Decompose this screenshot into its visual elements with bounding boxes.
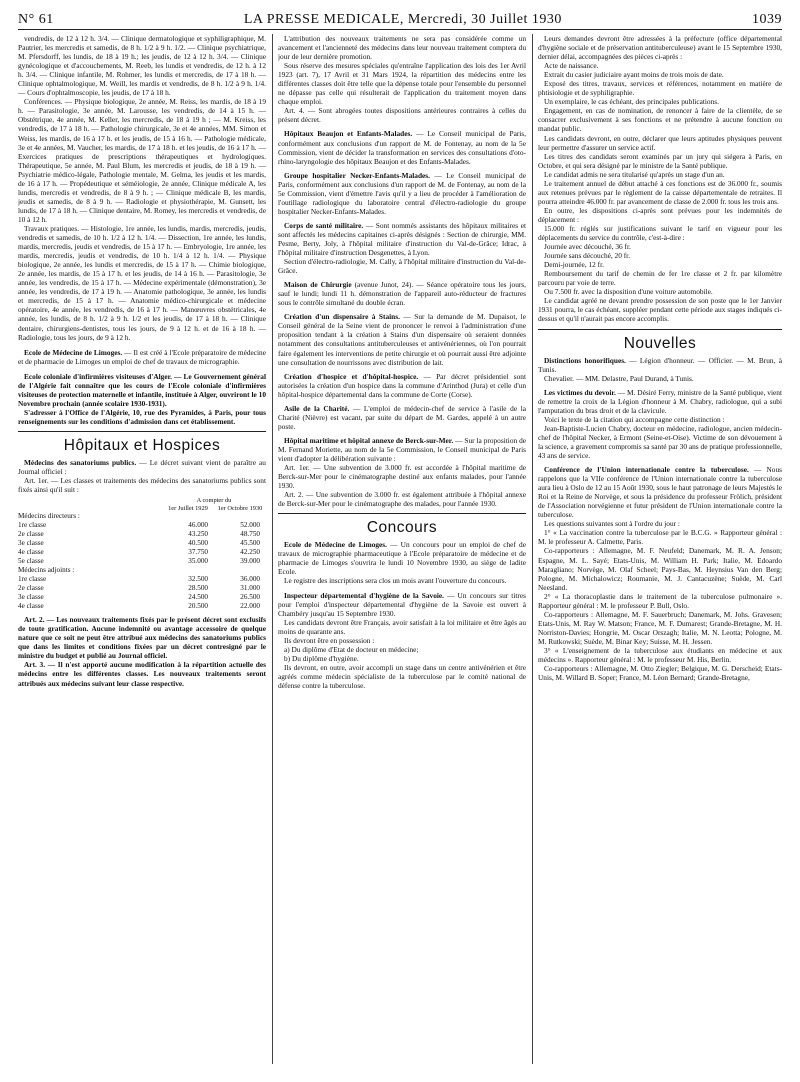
paragraph: Co-rapporteurs : Allemagne, M. Otto Ziegler; Belgique, M. G. Derscheid; Etats-Unis, M. Willard B. Soper; France, M. Léon Bernard; Grande-Bretagne,: [538, 664, 782, 683]
table-cell: 52.000: [240, 521, 260, 530]
article: [278, 591, 526, 618]
article-body: (avenue Junot, 24). — Séance opératoire tous les jours, sauf le lundi; lundi 11 h. démonstration de l'appareil auto-réducteur de fractures sous le contrôle simultané du double écran.: [278, 280, 526, 308]
list-item: Le candidat admis ne sera titularisé qu'après un stage d'un an.: [544, 169, 725, 179]
article-body: — Le Gouvernement général de l'Algérie fait connaître que les cours de l'Ecole coloniale d'infirmières visiteuses de protection maternelle et infantile, instituée à Alger, ouvriront le 10 Novembre prochain (année scolaire 1930-1931).: [18, 371, 266, 408]
table-row: [18, 521, 266, 530]
table-row: [18, 575, 266, 584]
table-group: Médecins adjoints :: [18, 566, 75, 575]
article-body: — Nous rappelons que la VIIe conférence de l'Union internationale contre la tuberculose aura lieu à Oslo de 12 au 15 Août 1930, sous le haut patronage de leurs Majestés le Roi et la Reine de Norvège, et sous la présidence du professeur Frölich, président de l'Association norvégienne et futur président de l'Union internationale contre la tuberculose.: [538, 465, 782, 520]
article: [18, 372, 266, 408]
column-left: [18, 34, 266, 1074]
list-item: Acte de naissance.: [544, 61, 599, 71]
article-heading: Corps de santé militaire.: [284, 220, 364, 230]
paragraph: Co-rapporteurs : Allemagne, M. F. Sauerbruch; Danemark, M. Johs. Gravesen; Etats-Unis, M. Ray W. Matson; France, M. F. Dumarest; Grande-Bretagne, M. H. Norriston-Davies; Hongrie, M. Oscar Orszagh; Italie, M. N. Leotta; Pologne, M. M. Rutkowski; Suède, M. Binar Key; Suisse, M. H. Jessen.: [538, 609, 782, 646]
article-heading: Groupe hospitalier Necker-Enfants-Malades.: [284, 170, 431, 180]
paragraph: Section d'électro-radiologie, M. Cally, à l'hôpital militaire d'instruction du Val-de-Grâce.: [278, 257, 526, 276]
article: [538, 388, 782, 415]
paragraph: Sous réserve des mesures spéciales qu'entraîne l'application des lois des 1er Avril 1923 (art. 7), 17 Avril et 31 Mars 1924, la répartition des médecins entre les différentes classes doit être telle que la dépense totale pour l'ensemble du personnel ne dépasse pas celle qui résulterait de l'application du traitement moyen dans chaque emploi.: [278, 61, 526, 107]
table-cell: 26.500: [240, 593, 260, 602]
article: [278, 221, 526, 257]
article-heading: Hôpitaux Beaujon et Enfants-Malades.: [284, 129, 413, 139]
paragraph: Art. 2. — Les nouveaux traitements fixés par le présent décret sont exclusifs de toute gratification. Aucune indemnité ou avantage accessoire de quelque nature que ce soit ne peut être attribué aux médecins des sanatoriums publics que dans les limites et conditions fixées par un décret contresigné par le ministre du budget et publié au Journal officiel.: [18, 615, 266, 661]
list-item: Un exemplaire, le cas échéant, des principales publications.: [544, 97, 719, 107]
paragraph: Les candidats devront être Français, avoir satisfait à la loi militaire et être âgés au moins de quarante ans.: [278, 617, 526, 636]
paragraph: vendredis, de 12 à 12 h. 3/4. — Clinique dermatologique et syphiligraphique, M. Pautrier, les mercredis et samedis, de 8 h. 1/2 à 9 h. 1/2. — Clinique psychiatrique, M. Pfersdorff, les lundis, de 18 à 19 h.; les jeudis, de 12 à 12 h. 3/4. — Clinique gynécologique et d'accouchements, M. Reeb, les lundis et vendredis, de 12 h. à 12 h. 3/4. — Clinique infantile, M. Rohmer, les lundis et mercredis, de 17 à 18 h. — Clinique ophtalmologique, M. Weill, les mardis et vendredis, de 8 h. 1/2 à 9 h. 1/4. — Cours d'ophtalmoscopie, les jeudis, de 17 à 18 h.: [18, 34, 266, 98]
article-body: — Il est créé à l'Ecole préparatoire de médecine et de pharmacie de Limoges un emploi de chef de travaux de micrographie.: [18, 347, 266, 366]
table-row: [18, 548, 266, 557]
salary-table: [18, 497, 266, 611]
article: [278, 540, 526, 576]
table-cell: 3e classe: [18, 539, 44, 548]
table-cell: 4e classe: [18, 602, 44, 611]
article-body: — Le Conseil municipal de Paris, conformément aux conclusions d'un rapport de M. de Fontenay, au nom de la 5e Commission, vient de décider la transformation en services des consultations d'oto-rhino-laryngologie des hôpitaux Beaujon et des Enfants-Malades.: [278, 129, 526, 166]
article: [18, 348, 266, 366]
paragraph: S'adresser à l'Office de l'Algérie, 10, rue des Pyramides, à Paris, pour tous renseignements sur les conditions d'admission dans cet établissement.: [18, 407, 266, 426]
article: [278, 171, 526, 216]
table-cell: 35.000: [188, 557, 208, 566]
paragraph: b) Du diplôme d'hygiène.: [284, 653, 359, 663]
list-item: 15.000 fr. réglés sur justifications suivant le tarif en vigueur pour les déplacements du service du contrôle, c'est-à-dire :: [538, 223, 782, 243]
table-cell: 4e classe: [18, 548, 44, 557]
list-item: Le traitement annuel de début attaché à ces fonctions est de 36.000 fr., soumis aux retenues prévues par le règlement de la caisse départementale de retraites. Il pourra atteindre 46.000 fr. par avancement de classe de 2.000 fr. tous les trois ans.: [538, 178, 782, 206]
list-item: Journée sans découché, 20 fr.: [544, 251, 631, 261]
article-body: — Sur la demande de M. Dupaisot, le Conseil général de la Seine vient de prononcer le renvoi à l'administration d'une proposition tendant à la création à Stains d'un dispensaire où seraient données notamment des consultations antituberculeuses et antivénériennes, où l'on pourrait faire également les interventions de petite chirurgie et où pourrait aussi être adjointe une consultation de nourrissons avec distribution de lait.: [278, 312, 526, 367]
paragraph: a) Du diplôme d'Etat de docteur en médecine;: [284, 644, 419, 654]
paragraph: Travaux pratiques. — Histologie, 1re année, les lundis, mardis, mercredis, jeudis, vendredis et samedis, de 10 h. 1/2 à 12 h. 1/4. — Dissection, 1re année, les lundis, mardis, mercredis, jeudis et vendredis, de 15 à 17 h. — Embryologie, 1re année, les mardis, mercredis, jeudis et vendredis, de 10 h. 1/4 à 12 h. 1/4. — Physique biologique, 2e année, les lundis et mercredis, de 15 à 17 h. — Chimie biologique, 2e année, les mardis, de 15 à 17 h. et les jeudis, de 14 à 16 h. — Parasitologie, 3e année, les vendredis, de 15 à 17 h. — Médecine expérimentale (démonstration), 3e année, les vendredis, de 17 à 19 h. — Anatomie pathologique, 3e année, les lundis et mercredis, de 15 à 17 h. — Anatomie médico-chirurgicale et médecine opératoire, 4e année, les vendredis, de 16 à 17 h. — Manœuvres obstétricales, 4e année, les lundis, de 8 h. 1/2 à 9 h. 1/2 et les jeudis, de 17 à 18 h. — Clinique dentaire, chirurgiens-dentistes, tous les jours, de 9 à 12 h. et de 16 à 18 h. — Radiologie, tous les jours, de 9 à 12 h.: [18, 223, 266, 342]
article-body: — M. Désiré Ferry, ministre de la Santé publique, vient de remettre la croix de la Légion d'honneur à M. Chabry, radiologue, qui a subi l'amputation du bras droit et de la clavicule.: [538, 387, 782, 415]
table-cell: 32.500: [188, 575, 208, 584]
table-cell: 20.500: [188, 602, 208, 611]
paragraph: Art. 3. — Il n'est apporté aucune modification à la répartition actuelle des médecins entre les différentes classes. Les nouveaux traitements seront attribués aux médecins suivant leur classe respective.: [18, 660, 266, 688]
table-cell: 42.250: [240, 548, 260, 557]
table-cell: 24.500: [188, 593, 208, 602]
list-item: En outre, les dispositions ci-après sont prévues pour les indemnités de déplacement :: [538, 205, 782, 224]
paragraph: Ils devront être en possession :: [284, 635, 375, 645]
article-heading: Ecole coloniale d'infirmières visiteuses d'Alger.: [24, 371, 173, 381]
section-rule: [538, 329, 782, 330]
page-number: 1039: [751, 12, 782, 27]
article-body: — L'emploi de médecin-chef de service à l'asile de la Charité (Nièvre) est vacant, par suite du départ de M. Gardes, appelé à un autre poste.: [278, 403, 526, 431]
table-row: [18, 539, 266, 548]
paragraph: Leurs demandes devront être adressées à la préfecture (office départemental d'hygiène sociale et de préservation antituberculeuse) avant le 15 Septembre 1930, dernier délai, accompagnées des pièces ci-après :: [538, 34, 782, 62]
paragraph: Ils devront, en outre, avoir accompli un stage dans un centre antivénérien et être agréés comme médecin spécialiste de la tuberculose par le comité national de défense contre la tuberculose.: [278, 662, 526, 690]
article-body: — Un concours sur titres pour l'emploi d'inspecteur départemental d'hygiène de la Savoie est ouvert à Chambéry jusqu'au 15 Septembre 1930.: [278, 590, 526, 618]
column-right: [538, 34, 782, 1074]
article-body: — Par décret présidentiel sont autorisées la création d'un hospice dans la commune d'Arinthod (Jura) et celle d'un hôpital-hospice départemental dans la commune de Corte (Corse).: [278, 371, 526, 399]
article-body: — Légion d'honneur. — Officier. — M. Brun, à Tunis.: [538, 355, 782, 374]
article-body: — Sont nommés assistants des hôpitaux militaires et sont affectés les médecins capitaines ci-après désignés : Section de chirurgie, MM. Pesme, Berty, Joly, à l'hôpital militaire d'instruction du Val-de-Grâce; Idrac, à l'hôpital militaire d'instruction Desgenettes, à Lyon.: [278, 220, 526, 258]
section-title-hopitaux: Hôpitaux et Hospices: [63, 436, 221, 454]
article-heading: Distinctions honorifiques.: [544, 355, 626, 365]
paragraph: 2° « La thoracoplastie dans le traitement de la tuberculose pulmonaire ». Rapporteur général : M. le professeur P. Bull, Oslo.: [538, 591, 782, 610]
article-heading: Conférence de l'Union internationale contre la tuberculose.: [544, 465, 749, 475]
paragraph: Co-rapporteurs : Allemagne, M. F. Neufeld; Danemark, M. R. A. Jenson; Espagne, M. L. Sayé; Etats-Unis, M. William H. Park; Italie, M. Edoardo Maragliano; Norvège, M. Olaf Scheel; Pays-Bas, M. Heynsius Van den Berg; Pologne, M. Michalowicz; Roumanie, M. J. Cantacuzène; Suède, M. Carl Neesland.: [538, 546, 782, 592]
list-item: Remboursement du tarif de chemin de fer 1re classe et 2 fr. par kilomètre parcouru par voie de terre.: [538, 269, 782, 288]
list-item: Extrait du casier judiciaire ayant moins de trois mois de date.: [544, 70, 724, 80]
list-item: Ou 7.500 fr. avec la disposition d'une voiture automobile.: [544, 287, 713, 297]
article: [278, 404, 526, 431]
article-heading: Les victimes du devoir.: [544, 387, 616, 397]
paragraph: Conférences. — Physique biologique, 2e année, M. Reiss, les mardis, de 18 à 19 h. — Parasitologie, 3e année, M. Larousse, les vendredis, de 14 à 15 h. — Obstétrique, 4e année, M. Keller, les mercredis, de 18 à 19 h ; — M. Kreiss, les vendredis, de 17 à 18 h. — Pathologie chirurgicale, 3e et 4e années, MM. Simon et Weiss, les mardis, de 16 à 17 h. et les jeudis, de 15 à 16 h. — Pathologie médicale, 3e et 4e années, M. Vaucher, les mardis, de 17 à 18 h. et les jeudis, de 16 à 17 h. — Exercices pratiques de prescriptions thérapeutiques et hydrologiques. Thérapeutique, 5e année, M. Paul Blum, les mercredis et jeudis, de 18 à 19 h. — Psychiatrie médico-légale, Pathologie mentale, M. Gelma, les jeudis et les mardis, de 16 à 17 h. — Propédeutique et séméiologie, 2e année, Clinique médicale A, les lundis, mercredis et vendredis, de 8 à 9 h. ; — Clinique médicale B, les mardis, jeudis et samedis, de 8 à 9 h. — Radiologie et physiothérapie, M. Gunsett, les lundis, de 17 à 18 h. — Clinique dentaire, M. Romey, les mercredis et vendredis, de 10 à 12 h.: [18, 97, 266, 224]
paragraph: Les questions suivantes sont à l'ordre du jour :: [544, 519, 680, 529]
paragraph: Chevalier. — MM. Delastre, Paul Durand, à Tunis.: [544, 373, 694, 383]
table-group: Médecins directeurs :: [18, 512, 80, 521]
table-cell: 48.750: [240, 530, 260, 539]
table-row: [18, 593, 266, 602]
paragraph: Art. 1er. — Une subvention de 3.000 fr. est accordée à l'hôpital maritime de Berck-sur-Mer pour le cinématographe destiné aux enfants malades, pour l'année 1930.: [278, 463, 526, 491]
article-heading: Inspecteur départemental d'hygiène de la Savoie.: [284, 590, 444, 600]
article-heading: Création d'un dispensaire à Stains.: [284, 312, 400, 322]
paragraph: Art. 1er. — Les classes et traitements des médecins des sanatoriums publics sont fixés ainsi qu'il suit :: [18, 476, 266, 495]
article-heading: Médecins des sanatoriums publics.: [24, 458, 137, 468]
list-item: Les candidats devront, en outre, déclarer que leurs aptitudes physiques peuvent leur permettre d'assurer un service actif.: [538, 133, 782, 152]
article-body: — Sur la proposition de M. Fernand Moriette, au nom de la 5e Commission, le Conseil municipal de Paris vient d'adopter la délibération suivante :: [278, 435, 526, 463]
article-heading: Ecole de Médecine de Limoges.: [284, 540, 387, 550]
issue-number: N° 61: [18, 12, 54, 27]
paragraph: Art. 2. — Une subvention de 3.000 fr. est également attribuée à l'hôpital annexe de Berck-sur-Mer pour le cinématographe des malades, pour l'année 1930.: [278, 490, 526, 509]
table-cell: 31.000: [240, 584, 260, 593]
article: [538, 465, 782, 519]
article-body: — Un concours pour un emploi de chef de travaux de micrographie pharmaceutique à l'Ecole préparatoire de médecine et de pharmacie de Limoges s'ouvrira le lundi 10 Novembre 1930, au siège de ladite Ecole.: [278, 540, 526, 577]
article-heading: Création d'hospice et d'hôpital-hospice.: [284, 371, 419, 381]
table-cell: 39.000: [240, 557, 260, 566]
table-row: [18, 557, 266, 566]
paragraph: Art. 4. — Sont abrogées toutes dispositions antérieures contraires à celles du présent décret.: [278, 106, 526, 125]
paragraph: L'attribution des nouveaux traitements ne sera pas considérée comme un avancement et l'ancienneté des médecins dans leur nouveau traitement comptera du jour de leur dernière promotion.: [278, 34, 526, 62]
header-rule: [18, 29, 782, 30]
section-title-concours: Concours: [366, 519, 438, 537]
list-item: Exposé des titres, travaux, services et références, notamment en matière de phtisiologie et de syphiligraphie.: [538, 79, 782, 98]
table-cell: 40.500: [188, 539, 208, 548]
section-rule: [278, 513, 526, 514]
journal-title: LA PRESSE MEDICALE, Mercredi, 30 Juillet 1930: [243, 12, 562, 27]
article: [278, 280, 526, 307]
article: [278, 312, 526, 366]
table-cell: 3e classe: [18, 593, 44, 602]
table-cell: 45.500: [240, 539, 260, 548]
table-header: 1er Juillet 1929: [168, 504, 208, 512]
list-item: Engagement, en cas de nomination, de renoncer à faire de la clientèle, de se consacrer exclusivement à ses fonctions et ne prétendre à aucune fonction ou mandat public.: [538, 106, 782, 134]
paragraph: Voici le texte de la citation qui accompagne cette distinction :: [544, 414, 725, 424]
column-divider: [532, 34, 533, 1064]
table-cell: 1re classe: [18, 521, 47, 530]
paragraph: 1° « La vaccination contre la tuberculose par le B.C.G. » Rapporteur général : M. le professeur A. Calmette, Paris.: [538, 528, 782, 547]
paragraph: Jean-Baptiste-Lucien Chabry, docteur en médecine, radiologue, ancien médecin-chef de l'hôpital Necker, à Ermont (Seine-et-Oise). Victime de son dévouement à la science, a gravement compromis sa santé par 30 ans de pratique professionnelle, 43 ans de service.: [538, 423, 782, 461]
list-item: Le candidat agréé ne devant prendre possession de son poste que le 1er Janvier 1931 pourra, le cas échéant, suppléer pendant cette période aux stages indiqués ci-dessus et qu'il n'aurait pas encore accomplis.: [538, 296, 782, 324]
section-rule: [18, 431, 266, 432]
article-body: — Le décret suivant vient de paraître au Journal officiel :: [18, 458, 266, 477]
article: [18, 458, 266, 476]
table-header: A compter du: [196, 497, 232, 505]
page-header: [18, 8, 782, 28]
list-item: Les titres des candidats seront examinés par un jury qui siégera à Paris, en Octobre, et qui sera désigné par le ministre de la Santé publique.: [538, 151, 782, 170]
table-cell: 36.000: [240, 575, 260, 584]
table-row: [18, 584, 266, 593]
section-title-nouvelles: Nouvelles: [623, 334, 697, 352]
list-item: Demi-journée, 12 fr.: [544, 260, 604, 270]
table-cell: 5e classe: [18, 557, 44, 566]
table-cell: 28.500: [188, 584, 208, 593]
table-cell: 2e classe: [18, 584, 44, 593]
table-row: [18, 530, 266, 539]
article-heading: Asile de la Charité.: [284, 403, 350, 413]
article-heading: Hôpital maritime et hôpital annexe de Berck-sur-Mer.: [284, 435, 454, 445]
table-cell: 1re classe: [18, 575, 47, 584]
article: [278, 436, 526, 463]
paragraph: Le registre des inscriptions sera clos un mois avant l'ouverture du concours.: [284, 576, 507, 586]
table-header: 1er Octobre 1930: [217, 504, 263, 512]
column-middle: [278, 34, 526, 1074]
table-cell: 46.000: [188, 521, 208, 530]
paragraph: 3° « L'enseignement de la tuberculose aux étudiants en médecine et aux médecins ». Rapporteur général : M. le professeur M. His, Berlin.: [538, 646, 782, 665]
column-divider: [272, 34, 273, 1064]
article: [278, 372, 526, 399]
table-cell: 2e classe: [18, 530, 44, 539]
article: [278, 129, 526, 165]
article-body: — Le Conseil municipal de Paris, conformément aux conclusions d'un rapport de M. de Fontenay, au nom de la 5e Commission, vient d'émettre l'avis qu'il y a lieu de procéder à l'amélioration de l'outillage radiologique du laboratoire central d'électro-radiologie du groupe hospitalier Necker-Enfants-Malades.: [278, 170, 526, 216]
table-cell: 22.000: [240, 602, 260, 611]
table-cell: 37.750: [188, 548, 208, 557]
article-heading: Maison de Chirurgie: [284, 280, 352, 290]
article-heading: Ecole de Médecine de Limoges.: [24, 347, 123, 357]
table-cell: 43.250: [188, 530, 208, 539]
article: [538, 356, 782, 374]
table-row: [18, 602, 266, 611]
list-item: Journée avec découché, 36 fr.: [544, 242, 631, 252]
